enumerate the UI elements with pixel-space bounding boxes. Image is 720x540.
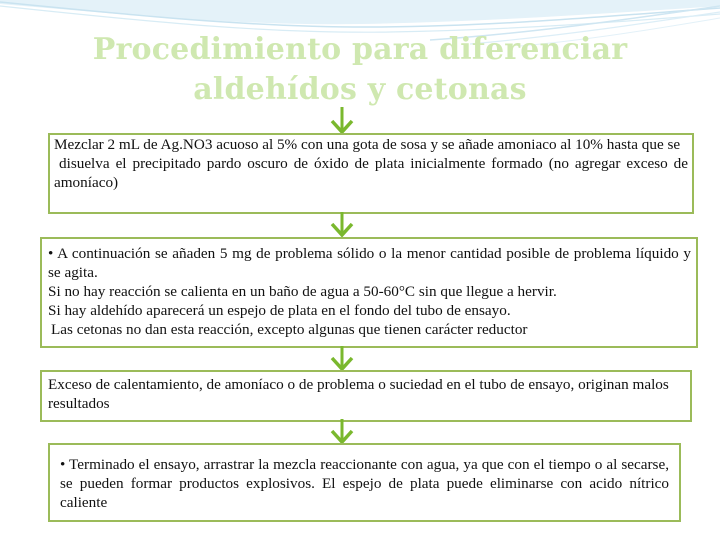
step-box-2 [40,237,698,348]
step-3-line-1: Exceso de calentamiento, de amoníaco o de problema o suciedad en el tubo de ensayo, originan malos resultados [48,376,669,412]
step-1-line-1: Mezclar 2 mL de Ag.NO3 acuoso al 5% con una gota de sosa y se añade amoniaco al 10% hasta que se [54,136,681,153]
step-box-1 [48,133,694,214]
step-4-line-1: • Terminado el ensayo, arrastrar la mezcla reaccionante con agua, ya que con el tiempo o al secarse, se pueden formar productos explosivos. El espejo de plata puede eliminarse con acido nítrico caliente [60,456,669,511]
step-2-line-4: Las cetonas no dan esta reacción, excepto algunas que tienen carácter reductor [51,321,528,338]
step-box-4 [48,443,681,522]
arrow-down-icon [329,107,355,135]
step-2-line-1: • A continuación se añaden 5 mg de problema sólido o la menor cantidad posible de problema líquido y se agita. [48,245,691,281]
arrow-down-icon [329,212,355,238]
step-1-line-2: disuelva el precipitado pardo oscuro de óxido de plata inicialmente formado (no agregar exceso de amoníaco) [54,155,688,191]
step-box-3 [40,370,692,422]
step-2-line-2: Si no hay reacción se calienta en un baño de agua a 50-60°C sin que llegue a hervir. [48,283,557,300]
title-line-1: Procedimiento para diferenciar [92,32,628,67]
arrow-down-icon [329,419,355,445]
page-title [60,30,660,110]
step-2-line-3: Si hay aldehído aparecerá un espejo de plata en el fondo del tubo de ensayo. [48,302,511,319]
title-line-2: aldehídos y cetonas [193,72,527,107]
arrow-down-icon [329,346,355,372]
